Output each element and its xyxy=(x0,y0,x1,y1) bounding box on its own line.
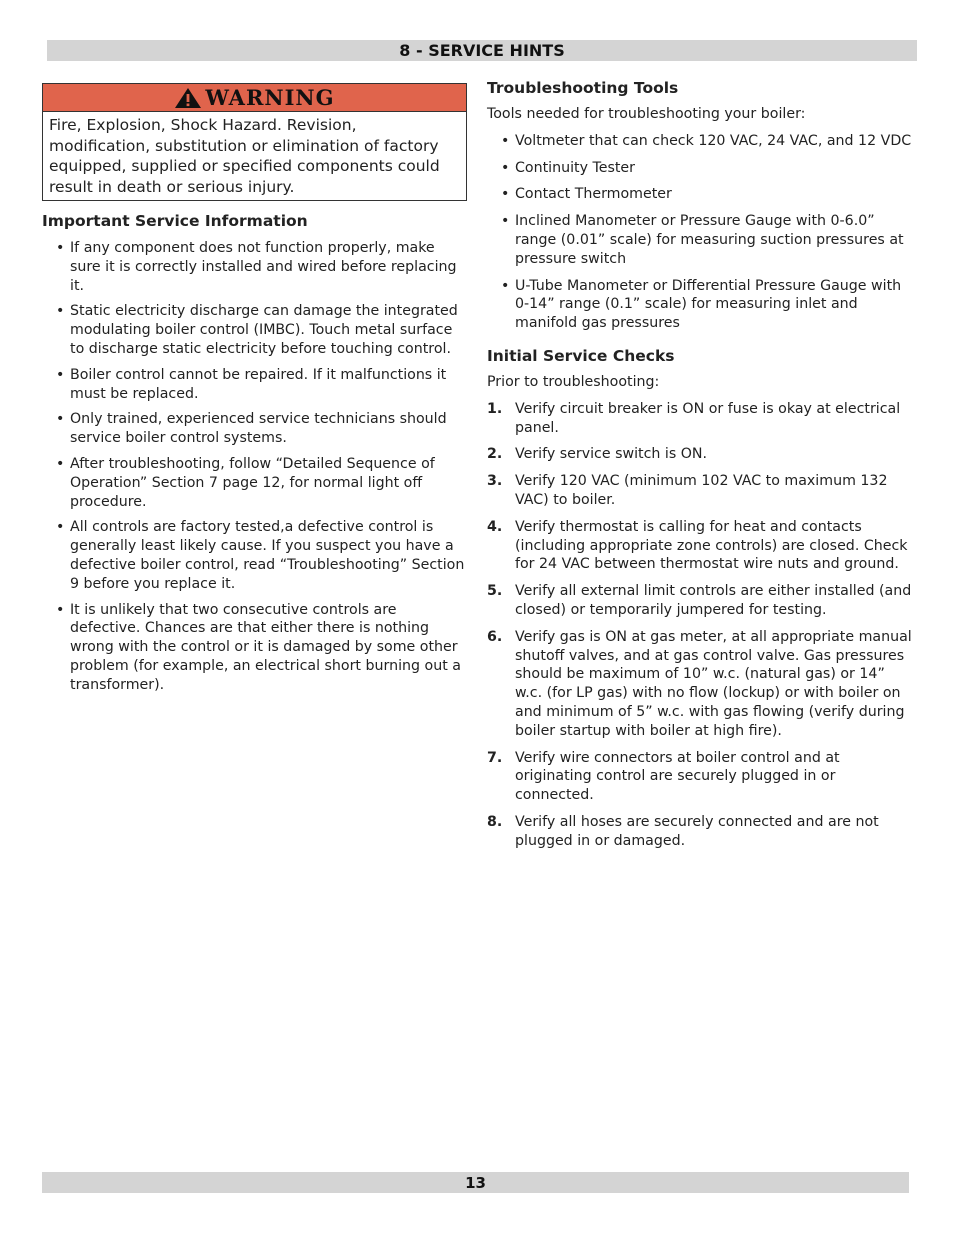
list-item: 1. Verify circuit breaker is ON or fuse is okay at electrical panel. xyxy=(487,400,901,436)
list-item: • U-Tube Manometer or Differential Pressure Gauge with 0-14” range (0.1” scale) for measuring inlet and manifold gas pressures xyxy=(501,277,902,332)
right-column xyxy=(487,79,915,859)
list-item: 7. Verify wire connectors at boiler control and at originating control are securely plugged in or connected. xyxy=(487,749,840,804)
important-info-heading: Important Service Information xyxy=(42,212,308,230)
list-item: 3. Verify 120 VAC (minimum 102 VAC to maximum 132 VAC) to boiler. xyxy=(487,473,888,508)
warning-triangle-icon xyxy=(174,87,202,109)
list-item: • Inclined Manometer or Pressure Gauge with 0-6.0” range (0.01” scale) for measuring suction pressures at pressure switch xyxy=(501,213,904,267)
tools-heading: Troubleshooting Tools xyxy=(487,79,679,97)
list-item: • Continuity Tester xyxy=(501,159,635,176)
list-item: • If any component does not function properly, make sure it is correctly installed and wired before replacing it. xyxy=(56,240,457,294)
tools-list xyxy=(487,132,915,333)
tools-intro: Tools needed for troubleshooting your boiler: xyxy=(487,106,806,122)
list-item: • Only trained, experienced service technicians should service boiler control systems. xyxy=(56,411,447,447)
list-item: 5. Verify all external limit controls are either installed (and closed) or temporarily jumpered for testing. xyxy=(487,583,912,618)
list-item: 6. Verify gas is ON at gas meter, at all appropriate manual shutoff valves, and at gas control valve. Gas pressures should be maximum of 10” w.c. (natural gas) or 14” w.c. (for LP gas) with no flow (lockup) or with boiler on and minimum of 5” w.c. with gas flowing (verify during boiler startup with boiler at high fire). xyxy=(487,628,912,739)
checks-list xyxy=(487,400,915,851)
list-item: • Contact Thermometer xyxy=(501,186,672,203)
list-item: • All controls are factory tested,a defective control is generally least likely cause. If you suspect you have a defective boiler control, read “Troubleshooting” Section 9 before you replace it. xyxy=(56,519,465,592)
checks-intro: Prior to troubleshooting: xyxy=(487,373,660,390)
warning-box xyxy=(42,83,467,201)
checks-heading: Initial Service Checks xyxy=(487,346,675,365)
page-number: 13 xyxy=(42,1172,909,1193)
warning-title: WARNING xyxy=(205,85,335,110)
important-info-list xyxy=(42,239,467,695)
warning-text: Fire, Explosion, Shock Hazard. Revision, modification, substitution or elimination of factory equipped, supplied or specified components could result in death or serious injury. xyxy=(49,116,440,196)
list-item: • Boiler control cannot be repaired. If it malfunctions it must be replaced. xyxy=(56,366,447,402)
warning-header xyxy=(43,84,466,112)
list-item: • After troubleshooting, follow “Detailed Sequence of Operation” Section 7 page 12, for normal light off procedure. xyxy=(56,455,435,510)
list-item: • Voltmeter that can check 120 VAC, 24 VAC, and 12 VDC xyxy=(501,132,912,149)
list-item: • Static electricity discharge can damage the integrated modulating boiler control (IMBC). Touch metal surface to discharge static electricity before touching control. xyxy=(56,303,458,357)
list-item: 2. Verify service switch is ON. xyxy=(487,446,708,463)
section-title: 8 - SERVICE HINTS xyxy=(47,40,917,61)
list-item: 8. Verify all hoses are securely connected and are not plugged in or damaged. xyxy=(487,813,879,849)
left-column xyxy=(42,83,467,702)
list-item: • It is unlikely that two consecutive controls are defective. Chances are that either there is nothing wrong with the control or it is damaged by some other problem (for example, an electrical short burning out a transformer). xyxy=(56,601,461,693)
list-item: 4. Verify thermostat is calling for heat and contacts (including appropriate zone controls) are closed. Check for 24 VAC between thermostat wire nuts and ground. xyxy=(487,518,908,573)
